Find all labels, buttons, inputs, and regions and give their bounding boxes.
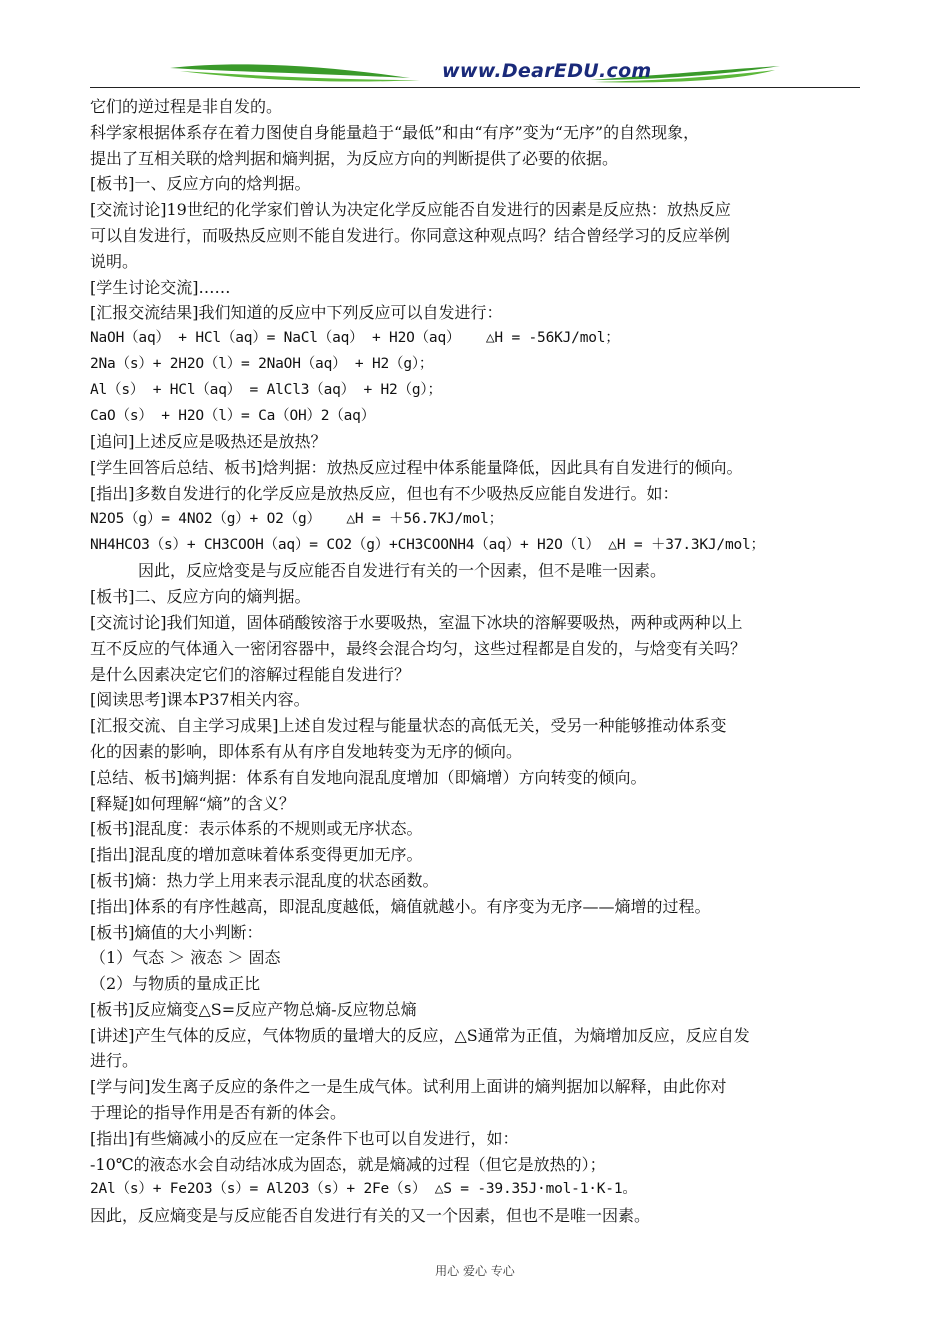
header-divider xyxy=(90,87,860,88)
text-line: [指出]有些熵减小的反应在一定条件下也可以自发进行，如： xyxy=(90,1128,519,1148)
text-line: 可以自发进行，而吸热反应则不能自发进行。你同意这种观点吗？结合曾经学习的反应举例 xyxy=(90,225,731,245)
text-line: [板书]一、反应方向的焓判据。 xyxy=(90,174,311,194)
equation-line: NaOH（aq） + HCl（aq）= NaCl（aq） + H2O（aq） △H = -56KJ/mol； xyxy=(90,330,620,347)
text-line: [讲述]产生气体的反应，气体物质的量增大的反应，△S通常为正值，为熵增加反应，反应自发 xyxy=(90,1025,750,1045)
text-line: [交流讨论]19世纪的化学家们曾认为决定化学反应能否自发进行的因素是反应热：放热反应 xyxy=(90,200,731,220)
text-line: [板书]二、反应方向的熵判据。 xyxy=(90,587,311,607)
equation-line: NH4HCO3（s）+ CH3COOH（aq）= CO2（g）+CH3COONH4（aq）+ H2O（l） △H = ＋37.3KJ/mol； xyxy=(90,536,765,553)
text-line: [板书]熵：热力学上用来表示混乱度的状态函数。 xyxy=(90,870,439,890)
text-line: [阅读思考]课本P37相关内容。 xyxy=(90,690,310,710)
equation-line: 2Na（s）+ 2H2O（l）= 2NaOH（aq） + H2（g）； xyxy=(90,355,434,372)
text-line: [指出]混乱度的增加意味着体系变得更加无序。 xyxy=(90,845,423,865)
site-logo-text: www.DearEDU.com xyxy=(442,60,652,82)
text-line: [汇报交流结果]我们知道的反应中下列反应可以自发进行： xyxy=(90,303,503,323)
text-line: [学与问]发生离子反应的条件之一是生成气体。试利用上面讲的熵判据加以解释，由此你对 xyxy=(90,1077,727,1097)
text-line: [交流讨论]我们知道，固体硝酸铵溶于水要吸热，室温下冰块的溶解要吸热，两种或两种以上 xyxy=(90,612,743,632)
text-line: （2）与物质的量成正比 xyxy=(90,974,261,994)
text-line: [释疑]如何理解“熵”的含义？ xyxy=(90,793,295,813)
text-line: [指出]体系的有序性越高，即混乱度越低，熵值就越小。有序变为无序——熵增的过程。 xyxy=(90,896,711,916)
text-line: [板书]反应熵变△S=反应产物总熵-反应物总熵 xyxy=(90,999,417,1019)
text-line: （1）气态 ＞ 液态 ＞ 固态 xyxy=(90,948,281,968)
text-line: 是什么因素决定它们的溶解过程能自发进行？ xyxy=(90,664,411,684)
equation-line: Al（s） + HCl（aq） = AlCl3（aq） + H2（g）； xyxy=(90,381,442,398)
text-line: -10℃的液态水会自动结冰成为固态，就是熵减的过程（但它是放热的）； xyxy=(90,1154,606,1174)
text-line: 互不反应的气体通入一密闭容器中，最终会混合均匀，这些过程都是自发的，与焓变有关吗？ xyxy=(90,638,747,658)
text-line: [学生回答后总结、板书]焓判据：放热反应过程中体系能量降低，因此具有自发进行的倾向。 xyxy=(90,458,743,478)
text-line: [板书]混乱度：表示体系的不规则或无序状态。 xyxy=(90,819,423,839)
text-line: 于理论的指导作用是否有新的体会。 xyxy=(90,1103,347,1123)
text-line: 因此，反应熵变是与反应能否自发进行有关的又一个因素，但也不是唯一因素。 xyxy=(90,1206,651,1226)
text-line: 化的因素的影响，即体系有从有序自发地转变为无序的倾向。 xyxy=(90,741,523,761)
text-line: 它们的逆过程是非自发的。 xyxy=(90,97,283,116)
text-line: [指出]多数自发进行的化学反应是放热反应，但也有不少吸热反应能自发进行。如： xyxy=(90,483,679,503)
equation-line: CaO（s） + H2O（l）= Ca（OH）2（aq） xyxy=(90,407,375,424)
text-line: 说明。 xyxy=(90,251,139,271)
text-line: [学生讨论交流]…… xyxy=(90,277,231,297)
text-line: [汇报交流、自主学习成果]上述自发过程与能量状态的高低无关，受另一种能够推动体系变 xyxy=(90,716,727,736)
text-line: [追问]上述反应是吸热还是放热？ xyxy=(90,432,327,452)
text-line: [总结、板书]熵判据：体系有自发地向混乱度增加（即熵增）方向转变的倾向。 xyxy=(90,767,647,787)
text-line: 进行。 xyxy=(90,1051,139,1071)
text-line: 科学家根据体系存在着力图使自身能量趋于“最低”和由“有序”变为“无序”的自然现象， xyxy=(90,122,700,142)
document-body xyxy=(90,94,862,1229)
text-line: [板书]熵值的大小判断： xyxy=(90,922,263,942)
page-footer: 用心 爱心 专心 xyxy=(435,1264,515,1278)
equation-line: 2Al（s）+ Fe2O3（s）= Al2O3（s）+ 2Fe（s） △S = -39.35J·mol-1·K-1。 xyxy=(90,1181,637,1198)
text-line: 提出了互相关联的焓判据和熵判据，为反应方向的判断提供了必要的依据。 xyxy=(90,148,619,168)
site-header-banner xyxy=(90,56,860,90)
equation-line: N2O5（g）= 4NO2（g）+ O2（g） △H = ＋56.7KJ/mol； xyxy=(90,510,503,527)
text-line: 因此，反应焓变是与反应能否自发进行有关的一个因素，但不是唯一因素。 xyxy=(138,561,667,581)
